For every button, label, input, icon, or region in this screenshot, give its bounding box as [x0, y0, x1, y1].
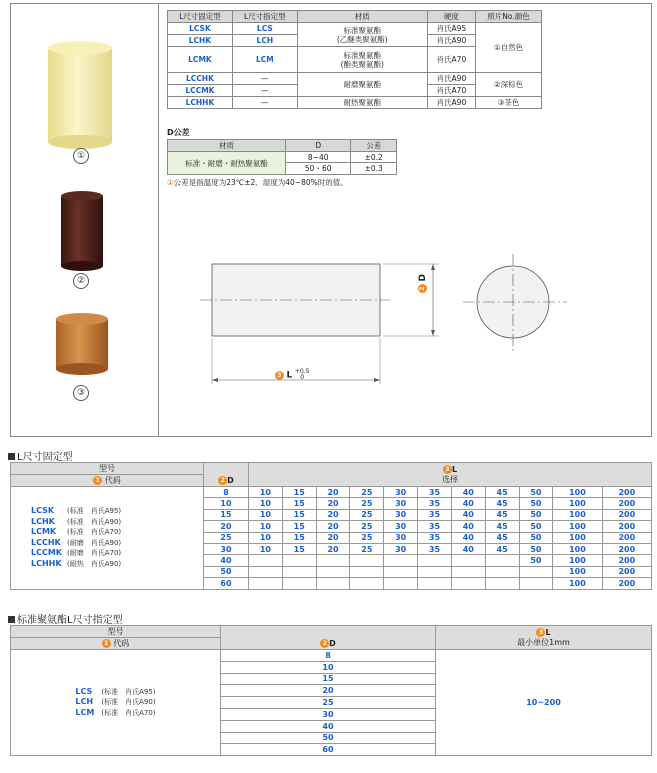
d-value: 25 — [221, 697, 436, 709]
code-item — [31, 538, 203, 549]
code-desc: (标准 肖氏A90) — [101, 698, 156, 707]
l-value — [384, 555, 418, 566]
code-name: LCCMK — [31, 548, 62, 558]
l-value: 45 — [485, 532, 519, 543]
spec-fixed-code: LCHK — [168, 35, 233, 47]
l-value: 15 — [282, 509, 316, 520]
spec-material — [297, 23, 427, 47]
l-range: 10~200 — [436, 650, 652, 756]
spec-custom-code: LCS — [232, 23, 297, 35]
l-value: 100 — [553, 532, 602, 543]
table-row — [11, 650, 652, 662]
d-value: 60 — [221, 744, 436, 756]
spec-custom-code: — — [232, 97, 297, 109]
l-value — [282, 566, 316, 577]
l-value — [350, 566, 384, 577]
l-value: 200 — [602, 578, 651, 589]
l-value — [316, 578, 350, 589]
spec-material-line: 标准聚氨酯 — [343, 25, 382, 35]
spec-hardness: 肖氏A90 — [427, 97, 475, 109]
spec-material-line: 标准聚氨酯 — [343, 50, 382, 60]
d-value: 10 — [221, 661, 436, 673]
tolerance-title: D公差 — [167, 128, 190, 137]
tol-d: 50・60 — [286, 163, 351, 175]
l-value: 40 — [451, 487, 485, 498]
l-value: 30 — [384, 509, 418, 520]
l-value: 25 — [350, 487, 384, 498]
l-value: 20 — [316, 498, 350, 509]
d-value: 50 — [204, 566, 249, 577]
l-value — [249, 555, 283, 566]
t1-l-sub: 选择 — [442, 474, 458, 484]
spec-fixed-code: LCMK — [168, 47, 233, 73]
t1-l-badge: 3 — [443, 465, 452, 474]
l-value: 40 — [451, 498, 485, 509]
code-desc: (标准 肖氏A70) — [101, 708, 156, 717]
l-value: 15 — [282, 532, 316, 543]
d-value: 50 — [221, 732, 436, 744]
t2-l-sub: 最小单位1mm — [517, 637, 570, 647]
d-value: 20 — [204, 521, 249, 532]
l-value: 30 — [384, 521, 418, 532]
t2-code-label: 代码 — [113, 639, 130, 648]
l-value: 35 — [418, 543, 452, 554]
l-value: 20 — [316, 509, 350, 520]
tol-header-tol: 公差 — [351, 140, 397, 152]
l-value — [519, 578, 553, 589]
tolerance-note — [167, 177, 348, 188]
l-value: 30 — [384, 487, 418, 498]
spec-header-custom: L尺寸指定型 — [232, 11, 297, 23]
code-item — [31, 517, 203, 528]
t2-code-list — [11, 650, 221, 756]
t2-d-header — [221, 626, 436, 650]
l-value — [418, 578, 452, 589]
spec-header-fixed: L尺寸固定型 — [168, 11, 233, 23]
l-tolerance — [295, 369, 310, 381]
spec-table — [167, 10, 542, 109]
l-value: 35 — [418, 487, 452, 498]
l-value: 30 — [384, 498, 418, 509]
d-value: 10 — [204, 498, 249, 509]
l-value: 200 — [602, 487, 651, 498]
l-value: 200 — [602, 555, 651, 566]
l-value: 25 — [350, 498, 384, 509]
tol-header-material: 材质 — [168, 140, 286, 152]
l-value — [316, 566, 350, 577]
l-value: 100 — [553, 521, 602, 532]
t2-d-badge: 2 — [320, 639, 329, 648]
spec-header-photo: 照片No.颜色 — [476, 11, 542, 23]
spec-custom-code: LCH — [232, 35, 297, 47]
spec-hardness: 肖氏A90 — [427, 35, 475, 47]
l-value: 50 — [519, 521, 553, 532]
l-value: 40 — [451, 509, 485, 520]
code-desc: (标准 肖氏A70) — [67, 528, 122, 537]
t2-d-label: D — [329, 639, 336, 648]
t2-model-header: 型号 — [11, 626, 221, 638]
t1-d-badge: 2 — [218, 476, 227, 485]
code-item — [75, 697, 155, 708]
l-dimension-label — [275, 369, 309, 381]
section1-title-text: L尺寸固定型 — [17, 452, 73, 463]
tol-value: ±0.2 — [351, 152, 397, 163]
l-value: 200 — [602, 498, 651, 509]
spec-photo-color: ②深棕色 — [476, 73, 542, 97]
code-name: LCHK — [31, 516, 55, 526]
code-name: LCSK — [31, 506, 55, 516]
spec-material-line: (酯类聚氨酯) — [340, 59, 384, 69]
dark-brown-cylinder-image — [60, 190, 104, 272]
tol-material: 标准・耐磨・耐热聚氨酯 — [168, 152, 286, 175]
code-item — [31, 506, 203, 517]
spec-custom-code: LCM — [232, 47, 297, 73]
t1-code-badge: 1 — [93, 476, 102, 485]
d-dimension-label — [418, 274, 428, 293]
spec-hardness: 肖氏A90 — [427, 73, 475, 85]
spec-hardness: 肖氏A95 — [427, 23, 475, 35]
spec-material: 耐磨聚氨酯 — [297, 73, 427, 97]
l-value: 35 — [418, 509, 452, 520]
natural-color-cylinder-image — [46, 40, 116, 150]
l-value: 15 — [282, 487, 316, 498]
tea-color-cylinder-image — [54, 311, 110, 377]
tol-value: ±0.3 — [351, 163, 397, 175]
fixed-type-table — [10, 462, 652, 590]
t1-code-list — [11, 487, 204, 590]
l-value — [451, 578, 485, 589]
photo-caption-2: ② — [73, 273, 89, 289]
tolerance-table — [167, 139, 397, 175]
l-value: 200 — [602, 566, 651, 577]
l-value: 35 — [418, 521, 452, 532]
t1-model-header: 型号 — [11, 463, 204, 475]
l-value: 200 — [602, 543, 651, 554]
l-value: 20 — [316, 532, 350, 543]
code-name: LCMK — [31, 527, 57, 537]
section2-title — [8, 611, 123, 626]
l-value: 45 — [485, 509, 519, 520]
spec-custom-code: — — [232, 85, 297, 97]
l-value: 200 — [602, 509, 651, 520]
code-name: LCH — [75, 697, 94, 707]
l-value: 20 — [316, 521, 350, 532]
l-value — [249, 578, 283, 589]
l-value: 45 — [485, 521, 519, 532]
code-item — [31, 527, 203, 538]
l-value: 25 — [350, 521, 384, 532]
l-value: 40 — [451, 521, 485, 532]
section-square-icon — [8, 616, 15, 623]
d-value: 8 — [221, 650, 436, 662]
d-number-badge: 2 — [418, 284, 427, 293]
technical-drawing — [195, 240, 585, 390]
d-value: 40 — [204, 555, 249, 566]
t2-l-badge: 3 — [536, 628, 545, 637]
l-value — [451, 555, 485, 566]
t1-l-header — [249, 463, 652, 487]
l-value: 45 — [485, 487, 519, 498]
code-desc: (标准 肖氏A95) — [67, 507, 122, 516]
code-desc: (标准 肖氏A90) — [67, 517, 122, 526]
spec-header-material: 材质 — [297, 11, 427, 23]
spec-hardness: 肖氏A70 — [427, 47, 475, 73]
photo-panel — [10, 3, 159, 437]
l-value — [485, 578, 519, 589]
l-value: 50 — [519, 509, 553, 520]
d-value: 30 — [221, 708, 436, 720]
l-value: 10 — [249, 543, 283, 554]
t2-code-header — [11, 638, 221, 650]
note-mark: ① — [167, 178, 174, 187]
l-value — [418, 555, 452, 566]
code-item — [31, 559, 203, 570]
l-value: 30 — [384, 543, 418, 554]
t1-code-label: 代码 — [104, 476, 121, 485]
d-value: 30 — [204, 543, 249, 554]
custom-type-table — [10, 625, 652, 756]
tol-header-d: D — [286, 140, 351, 152]
d-value: 60 — [204, 578, 249, 589]
l-value — [282, 555, 316, 566]
d-label: D — [418, 273, 428, 282]
l-value: 30 — [384, 532, 418, 543]
code-item — [31, 548, 203, 559]
l-value: 50 — [519, 487, 553, 498]
l-value — [485, 555, 519, 566]
l-value: 25 — [350, 543, 384, 554]
t1-l-label: L — [451, 464, 458, 474]
l-value — [384, 578, 418, 589]
l-value — [485, 566, 519, 577]
t1-d-label: D — [227, 476, 234, 485]
l-value: 20 — [316, 543, 350, 554]
l-tol-lower: 0 — [300, 374, 305, 381]
l-value: 100 — [553, 509, 602, 520]
code-desc: (标准 肖氏A95) — [101, 687, 156, 696]
code-name: LCS — [75, 686, 93, 696]
spec-material-line: (乙醚类聚氨酯) — [336, 34, 388, 44]
l-value: 10 — [249, 498, 283, 509]
l-value: 100 — [553, 578, 602, 589]
code-name: LCHHK — [31, 558, 62, 568]
photo-caption-3: ③ — [73, 385, 89, 401]
l-value — [451, 566, 485, 577]
l-value: 15 — [282, 521, 316, 532]
code-item — [75, 708, 155, 719]
l-value — [350, 555, 384, 566]
d-value: 15 — [204, 509, 249, 520]
l-value: 20 — [316, 487, 350, 498]
tol-d: 8~40 — [286, 152, 351, 163]
l-value — [350, 578, 384, 589]
l-value: 10 — [249, 521, 283, 532]
l-value: 100 — [553, 543, 602, 554]
d-value: 15 — [221, 673, 436, 685]
l-value: 10 — [249, 487, 283, 498]
spec-fixed-code: LCCMK — [168, 85, 233, 97]
l-value: 45 — [485, 543, 519, 554]
d-value: 25 — [204, 532, 249, 543]
l-value: 25 — [350, 532, 384, 543]
l-value — [282, 578, 316, 589]
code-item — [75, 687, 155, 698]
l-value: 15 — [282, 543, 316, 554]
l-value: 100 — [553, 498, 602, 509]
d-value: 40 — [221, 720, 436, 732]
t2-code-badge: 1 — [102, 639, 111, 648]
l-value — [316, 555, 350, 566]
l-value: 10 — [249, 509, 283, 520]
l-value: 200 — [602, 521, 651, 532]
l-value: 35 — [418, 532, 452, 543]
t1-d-header — [204, 463, 249, 487]
code-desc: (耐磨 肖氏A90) — [67, 538, 122, 547]
section-square-icon — [8, 453, 15, 460]
l-value: 40 — [451, 543, 485, 554]
l-number-badge: 3 — [275, 371, 284, 380]
l-value: 100 — [553, 566, 602, 577]
l-value: 50 — [519, 532, 553, 543]
spec-hardness: 肖氏A70 — [427, 85, 475, 97]
d-value: 8 — [204, 487, 249, 498]
l-tol-upper: +0.5 — [294, 368, 310, 375]
code-name: LCM — [75, 707, 95, 717]
table-row — [11, 487, 652, 498]
spec-material: 耐热聚氨酯 — [297, 97, 427, 109]
code-desc: (耐热 肖氏A90) — [67, 559, 122, 568]
l-value — [418, 566, 452, 577]
l-label: L — [286, 370, 293, 381]
l-value: 45 — [485, 498, 519, 509]
section2-title-text: 标准聚氨酯L尺寸指定型 — [17, 615, 123, 626]
d-value: 20 — [221, 685, 436, 697]
spec-photo-color: ③茶色 — [476, 97, 542, 109]
l-value: 15 — [282, 498, 316, 509]
spec-custom-code: — — [232, 73, 297, 85]
l-value: 10 — [249, 532, 283, 543]
spec-photo-color: ①自然色 — [476, 23, 542, 73]
l-value: 100 — [553, 555, 602, 566]
l-value: 50 — [519, 498, 553, 509]
code-name: LCCHK — [31, 537, 61, 547]
photo-caption-1: ① — [73, 148, 89, 164]
l-value: 200 — [602, 532, 651, 543]
l-value — [384, 566, 418, 577]
l-value: 40 — [451, 532, 485, 543]
l-value — [519, 566, 553, 577]
note-text: 公差是指温度为23℃±2、湿度为40~80%时的值。 — [173, 178, 348, 187]
t2-l-header — [436, 626, 652, 650]
spec-fixed-code: LCCHK — [168, 73, 233, 85]
spec-header-hardness: 硬度 — [427, 11, 475, 23]
spec-fixed-code: LCHHK — [168, 97, 233, 109]
t1-code-header — [11, 475, 204, 487]
section1-title — [8, 448, 73, 463]
l-value — [249, 566, 283, 577]
spec-material — [297, 47, 427, 73]
l-value: 25 — [350, 509, 384, 520]
code-desc: (耐磨 肖氏A70) — [67, 549, 122, 558]
l-value: 100 — [553, 487, 602, 498]
spec-fixed-code: LCSK — [168, 23, 233, 35]
l-value: 50 — [519, 543, 553, 554]
t2-l-label: L — [545, 627, 551, 637]
l-value: 35 — [418, 498, 452, 509]
l-value: 50 — [519, 555, 553, 566]
